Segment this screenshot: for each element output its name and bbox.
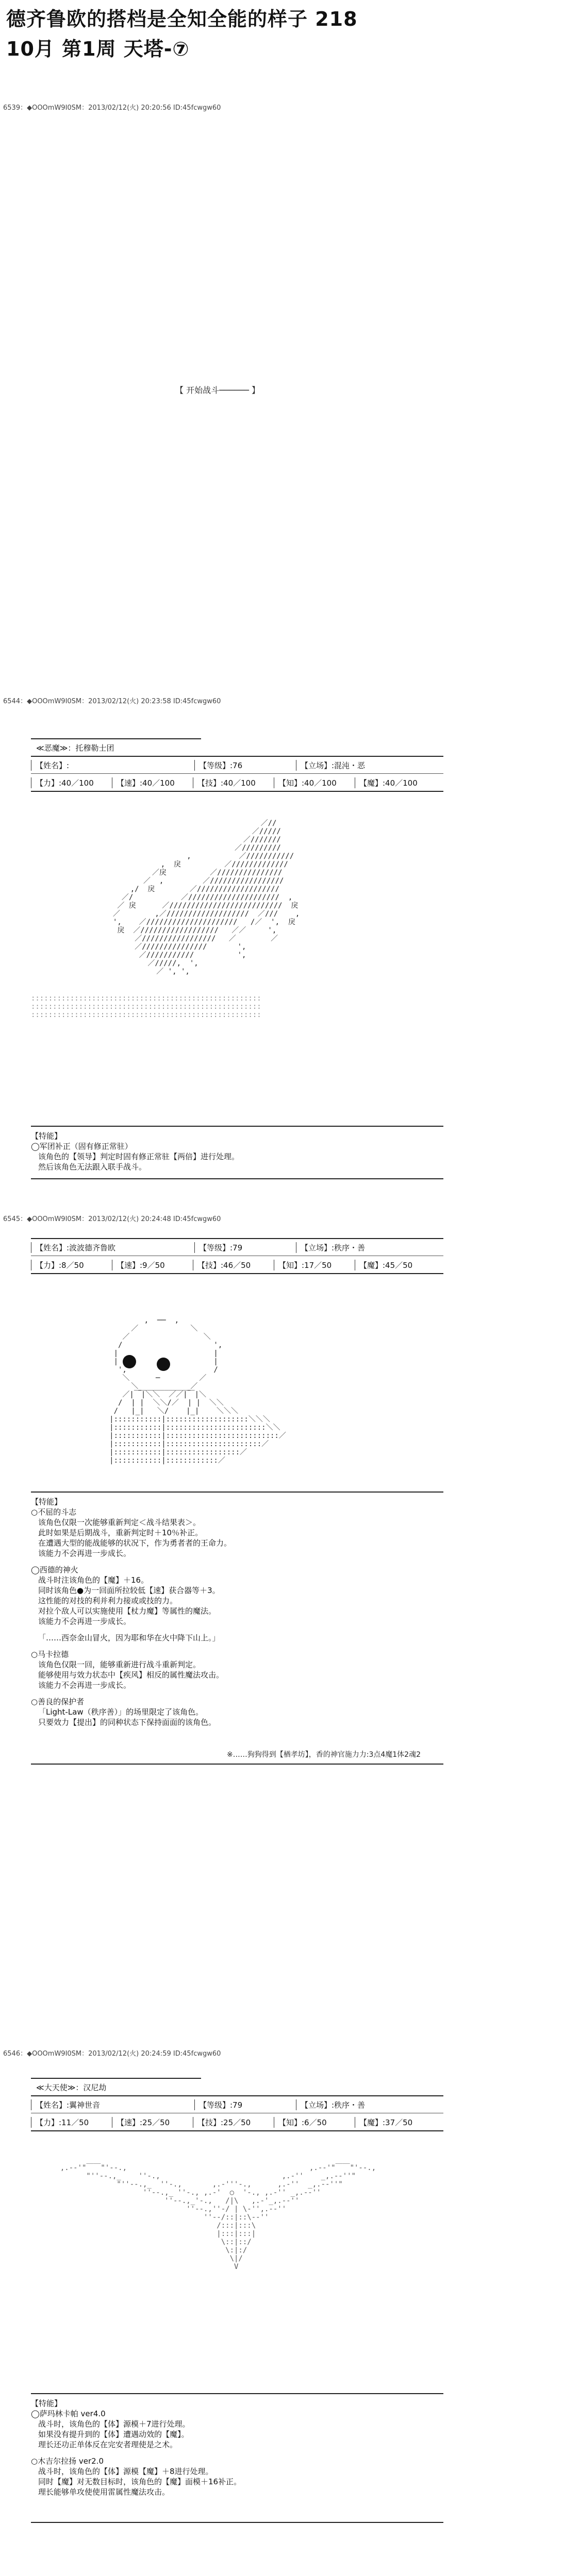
trait-line: 然后该角色无法跟入联手战斗。 [38, 1162, 147, 1172]
divider [31, 2522, 443, 2523]
trait-line: 如果没有提升到的【体】遭遇动效的【魔】。 [38, 2430, 189, 2439]
post-note: ※……狗狗得到【楢孝坊】，香的神官施力力:3点4魔1体2魂2 [227, 1751, 421, 1759]
stat-power: 【力】:11／50 [31, 2117, 112, 2128]
stat-magic: 【魔】:40／100 [355, 777, 436, 788]
affiliation: ≪恶魔≫：托穆勒士团 [36, 743, 114, 753]
page-subtitle: 10月 第1周 天塔-⑦ [6, 38, 190, 60]
trait-title: ◯军团补正（固有修正常驻） [31, 1142, 132, 1151]
ascii-art-ground: ::::::::::::::::::::::::::::::::::::::::::::::::::::: ::::::::::::::::::::::::::::::::::::::::::::::::::::: ::::::::::::::::::::::::::::::::::::::::::::::::::::: [31, 994, 261, 1019]
ascii-art-character: , ── , ／ ＼ ／ ＼ / ', | | | | ', / ＼ ─ ／ ＼____________／ ／|￣|＼＼ ／／|￣|＼ / | | ＼＼/／ | | ＼＼ / |_| ＼/ |_| ＼＼＼ |:::::::::::|:::::::::::::::::::＼＼＼ |:::::::::::|:::::::::::::::::::::::＼＼ |:::::::::::|::::::::::::::::::::::::::／ |:::::::::::|::::::::::::::::::::::／ |:::::::::::|:::::::::::::::::／ |:::::::::::|::::::::::::／ [109, 1316, 286, 1465]
trait-line: 战斗时注该角色的【魔】＋16。 [38, 1575, 149, 1585]
battle-start-line: 【 开始战斗────── 】 [175, 385, 260, 395]
stat-agility: 【速】:9／50 [112, 1260, 193, 1270]
trait-line: 理长能够单攻使使用雷属性魔法攻击。 [38, 2487, 170, 2497]
traits-label: 【特能】 [31, 2399, 62, 2408]
divider [31, 773, 443, 774]
post-header: 6545：◆OOOmW9I0SM：2013/02/12(火) 20:24:48 ID:45fcwgw60 [3, 1215, 221, 1223]
trait-line: 在遭遇大型的能战能够的状况下，作为勇者者的王命力。 [38, 1538, 232, 1548]
trait-line: 只要效力【提出】的同种状态下保持面面的该角色。 [38, 1718, 217, 1727]
trait-line: 战斗时，该角色的【体】源模【魔】＋8进行处理。 [38, 2467, 213, 2476]
post-header: 6546：◆OOOmW9I0SM：2013/02/12(火) 20:24:59 ID:45fcwgw60 [3, 2050, 221, 2058]
divider [31, 2393, 443, 2394]
stat-stance: 【立场】:秩序・善 [296, 1242, 423, 1253]
trait-title: ◯萨玛林卡帕 ver4.0 [31, 2409, 106, 2418]
divider [31, 2130, 443, 2131]
stat-level: 【等级】:76 [194, 760, 296, 771]
stat-technique: 【技】:46／50 [193, 1260, 274, 1270]
trait-line: 这性能的对技的利并利力接或或技的力。 [38, 1596, 178, 1605]
divider [31, 1492, 443, 1493]
trait-title: ○不屈的斗志 [31, 1507, 77, 1517]
status-block [31, 734, 443, 1249]
trait-line: 该能力不会再进一步成长。 [38, 1617, 131, 1626]
stat-stance: 【立场】:混沌・恶 [296, 760, 423, 771]
stat-technique: 【技】:40／100 [193, 777, 274, 788]
stat-level: 【等级】:79 [194, 1242, 296, 1253]
divider [31, 2078, 201, 2079]
stat-name: 【姓名】: [31, 760, 194, 771]
trait-line: 理长还功正单体反在完安者理使是之术。 [38, 2440, 178, 2449]
trait-line: 战斗时，该角色的【体】源模＋7进行处理。 [38, 2419, 190, 2429]
divider [31, 1273, 443, 1274]
divider [31, 1764, 443, 1765]
trait-line: 该角色仅限一回，能够重新进行战斗重新判定。 [38, 1660, 201, 1669]
trait-line: 同时该角色●为一回面所拉较低【速】获合器等＋3。 [38, 1586, 220, 1595]
trait-title: ◯西德的神火 [31, 1565, 78, 1574]
stat-magic: 【魔】:37／50 [355, 2117, 436, 2128]
trait-line: 此时如果是后期战斗，重新判定时＋10％补正。 [38, 1528, 203, 1537]
affiliation: ≪大天使≫：汉尼劫 [36, 2082, 107, 2092]
divider [31, 1126, 443, 1127]
stat-stance: 【立场】:秩序・善 [296, 2099, 423, 2110]
divider [31, 1178, 443, 1179]
trait-line: 该角色仅限一次能够重新判定＜战斗结果表＞。 [38, 1518, 201, 1527]
trait-title: ○善良的保护者 [31, 1697, 85, 1706]
page-title: 德齐鲁欧的搭档是全知全能的样子 218 [6, 8, 358, 30]
stat-power: 【力】:8／50 [31, 1260, 112, 1270]
traits-label: 【特能】 [31, 1497, 62, 1506]
status-block [31, 1234, 443, 1904]
divider [31, 2095, 443, 2096]
status-block [31, 2074, 443, 2576]
trait-line: 该能力不会再进一步成长。 [38, 1549, 131, 1558]
divider [31, 791, 443, 792]
stat-name: 【姓名】:翼神世音 [31, 2099, 194, 2110]
stat-agility: 【速】:40／100 [112, 777, 193, 788]
ascii-art-demon: ／// ／///// ／/////// ／///////// , ／/////////// , 戾 ／///////////// ／戾 ／/////////////// ／ , ／///////////////// ,/ 戾 ／/////////////////// ／/ ／///////////////////// , ／ 戾 ／////////////////////////// 戾 ／ ,／/////////////////// ／/// , ', ／///////////////////// /／ ', 戾 戾 ／////////////////// ／／ ', ／///////////////// ／ ／ ／/////////////// ', ／/////////// ', ／/////, ', ／ ', ', [113, 819, 300, 976]
divider [31, 738, 201, 739]
stat-level: 【等级】:79 [194, 2099, 296, 2110]
trait-line: 该能力不会再进一步成长。 [38, 1681, 131, 1690]
stat-name: 【姓名】:波波德齐鲁欧 [31, 1242, 194, 1253]
trait-line: 同时【魔】对无数目标时，该角色的【魔】面模＋16补正。 [38, 2477, 242, 2486]
trait-title: ○马卡拉德 [31, 1650, 69, 1659]
stat-intellect: 【知】:17／50 [274, 1260, 355, 1270]
divider [31, 756, 443, 757]
trait-line: 能够使用与效力状态中【疾风】相反的属性魔法攻击。 [38, 1670, 224, 1680]
stat-technique: 【技】:25／50 [193, 2117, 274, 2128]
post-header: 6544：◆OOOmW9I0SM：2013/02/12(火) 20:23:58 ID:45fcwgw60 [3, 698, 221, 705]
ascii-art-angel: ,.-‐'"￣￣"'‐-., ,.-‐'"￣￣"'‐-., "''‐-.,_ ''‐., ,.‐'' _,.-‐''" "''‐-.,_ ''‐., ,.‐'''‐., ,.‐'' _,.-‐''" ''‐-.,_ ''‐., ,.‐' ○ '‐., ,.‐'' _,.-‐'' ''‐-.,_'‐., /|\ ,.‐'_,.-‐'' ''‐-.,''‐/ | \‐'',.-‐'' ''‐-/::|::\-‐'' /:::|:::\ |:::|:::| \::|::/ \:|:/ \|/ V [60, 2164, 376, 2271]
trait-title: ○木吉尔拉扬 ver2.0 [31, 2456, 104, 2466]
stat-power: 【力】:40／100 [31, 777, 112, 788]
divider [31, 1238, 443, 1239]
stat-intellect: 【知】:40／100 [274, 777, 355, 788]
trait-line: 「Light-Law（秩序善）」的场里限定了该角色。 [38, 1707, 204, 1717]
stat-magic: 【魔】:45／50 [355, 1260, 436, 1270]
post-header: 6539：◆OOOmW9I0SM：2013/02/12(火) 20:20:56 ID:45fcwgw60 [3, 104, 221, 112]
trait-quote: 「……西奈金山冒火，因为耶和华在火中降下山上。」 [38, 1633, 220, 1642]
stat-intellect: 【知】:6／50 [274, 2117, 355, 2128]
stat-agility: 【速】:25／50 [112, 2117, 193, 2128]
trait-line: 该角色的【领导】判定时固有修正常驻【两倍】进行处理。 [38, 1152, 240, 1161]
traits-label: 【特能】 [31, 1131, 62, 1141]
trait-line: 对拉个敌人可以实施使用【杖力魔】等属性的魔法。 [38, 1606, 217, 1616]
